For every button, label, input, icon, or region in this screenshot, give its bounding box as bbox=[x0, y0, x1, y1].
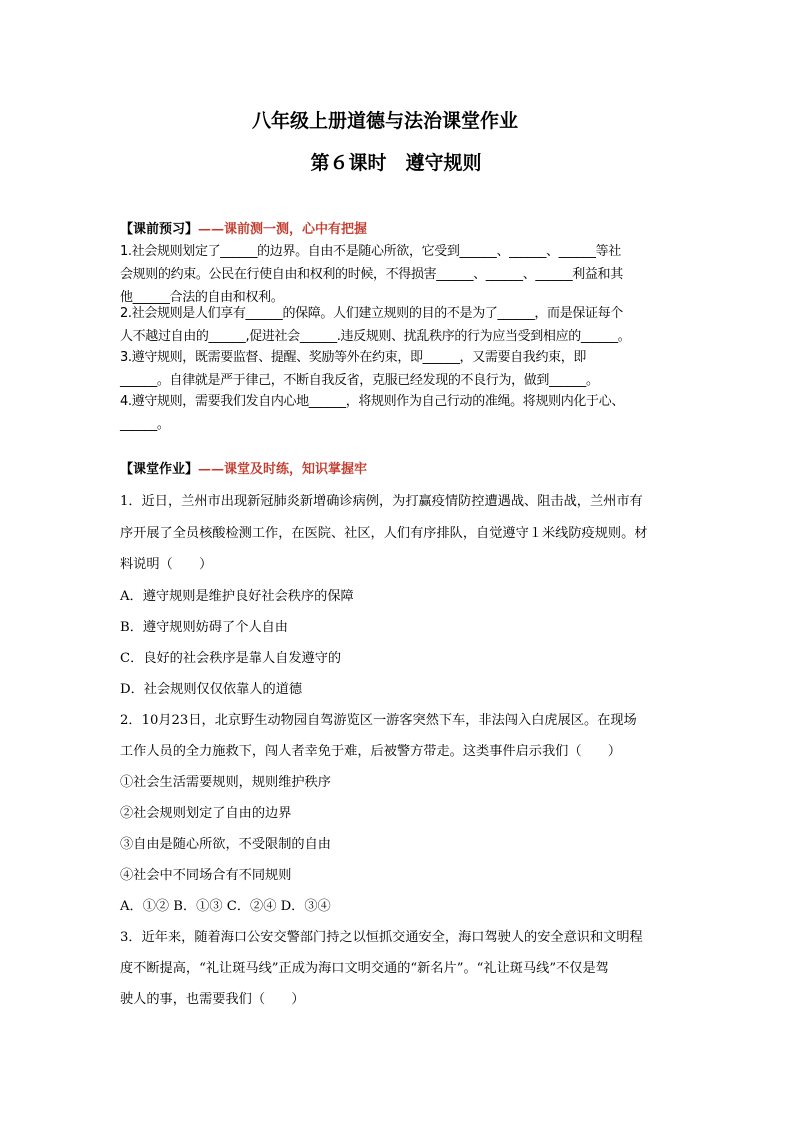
homework-option: A．遵守规则是维护良好社会秩序的保障 bbox=[120, 589, 354, 604]
preview-tag: 【课前预习】 bbox=[120, 222, 199, 237]
homework-line: 序开展了全员核酸检测工作，在医院、社区，人们有序排队，自觉遵守１米线防疫规则。材 bbox=[120, 526, 648, 541]
homework-line: 驶人的事，也需要我们（ ） bbox=[120, 992, 305, 1007]
homework-heading: ——课堂及时练，知识掌握牢 bbox=[198, 462, 368, 477]
homework-statement: ④社会中不同场合有不同规则 bbox=[120, 868, 292, 883]
homework-option: A．①② B．①③ C．②④ D．③④ bbox=[120, 899, 331, 914]
preview-line: 人不越过自由的______,促进社会______.违反规则、扰乱秩序的行为应当受到相应的______。 bbox=[120, 329, 631, 344]
homework-option: D．社会规则仅仅依靠人的道德 bbox=[120, 682, 303, 697]
preview-line: ______。 bbox=[120, 417, 170, 432]
preview-section-heading bbox=[120, 218, 367, 237]
preview-line: 1.社会规则划定了______的边界。自由不是随心所欲，它受到______、______、______等社 bbox=[120, 244, 621, 259]
homework-line: 2．10月23日，北京野生动物园自驾游览区一游客突然下车，非法闯入白虎展区。在现场 bbox=[120, 713, 637, 728]
homework-section-heading bbox=[120, 458, 367, 477]
preview-heading: ——课前测一测，心中有把握 bbox=[198, 222, 368, 237]
homework-option: B．遵守规则妨碍了个人自由 bbox=[120, 620, 288, 635]
homework-line: 度不断提高，“礼让斑马线”正成为海口文明交通的“新名片”。“礼让斑马线”不仅是驾 bbox=[120, 961, 609, 976]
document-title: 八年级上册道德与法治课堂作业 bbox=[251, 110, 518, 132]
preview-line: 会规则的约束。公民在行使自由和权利的时候，不得损害______、______、______利益和其 bbox=[120, 267, 623, 282]
homework-line: 料说明（ ） bbox=[120, 557, 213, 572]
homework-option: C．良好的社会秩序是靠人自发遵守的 bbox=[120, 651, 342, 666]
homework-line: 3．近年来，随着海口公安交警部门持之以恒抓交通安全，海口驾驶人的安全意识和文明程 bbox=[120, 930, 643, 945]
preview-line: 2.社会规则是人们享有______的保障。人们建立规则的目的不是为了______，而是保证每个 bbox=[120, 306, 623, 321]
homework-line: 1．近日，兰州市出现新冠肺炎新增确诊病例，为打赢疫情防控遭遇战、阻击战，兰州市有 bbox=[120, 494, 643, 509]
homework-line: 工作人员的全力施救下，闯人者幸免于难，后被警方带走。这类事件启示我们（ ） bbox=[120, 744, 622, 759]
preview-line: 4.遵守规则，需要我们发自内心地______，将规则作为自己行动的准绳。将规则内化于心、 bbox=[120, 394, 625, 409]
preview-line: 他______合法的自由和权利。 bbox=[120, 290, 284, 305]
lesson-subtitle: 第６课时 遵守规则 bbox=[310, 152, 482, 174]
preview-line: 3.遵守规则，既需要监督、提醒、奖励等外在约束，即______，又需要自我约束，即 bbox=[120, 350, 587, 365]
homework-statement: ①社会生活需要规则，规则维护秩序 bbox=[120, 775, 331, 790]
homework-tag: 【课堂作业】 bbox=[120, 462, 199, 477]
homework-statement: ③自由是随心所欲，不受限制的自由 bbox=[120, 837, 331, 852]
homework-statement: ②社会规则划定了自由的边界 bbox=[120, 806, 292, 821]
preview-line: ______。自律就是严于律己，不断自我反省，克服已经发现的不良行为，做到______。 bbox=[120, 373, 599, 388]
